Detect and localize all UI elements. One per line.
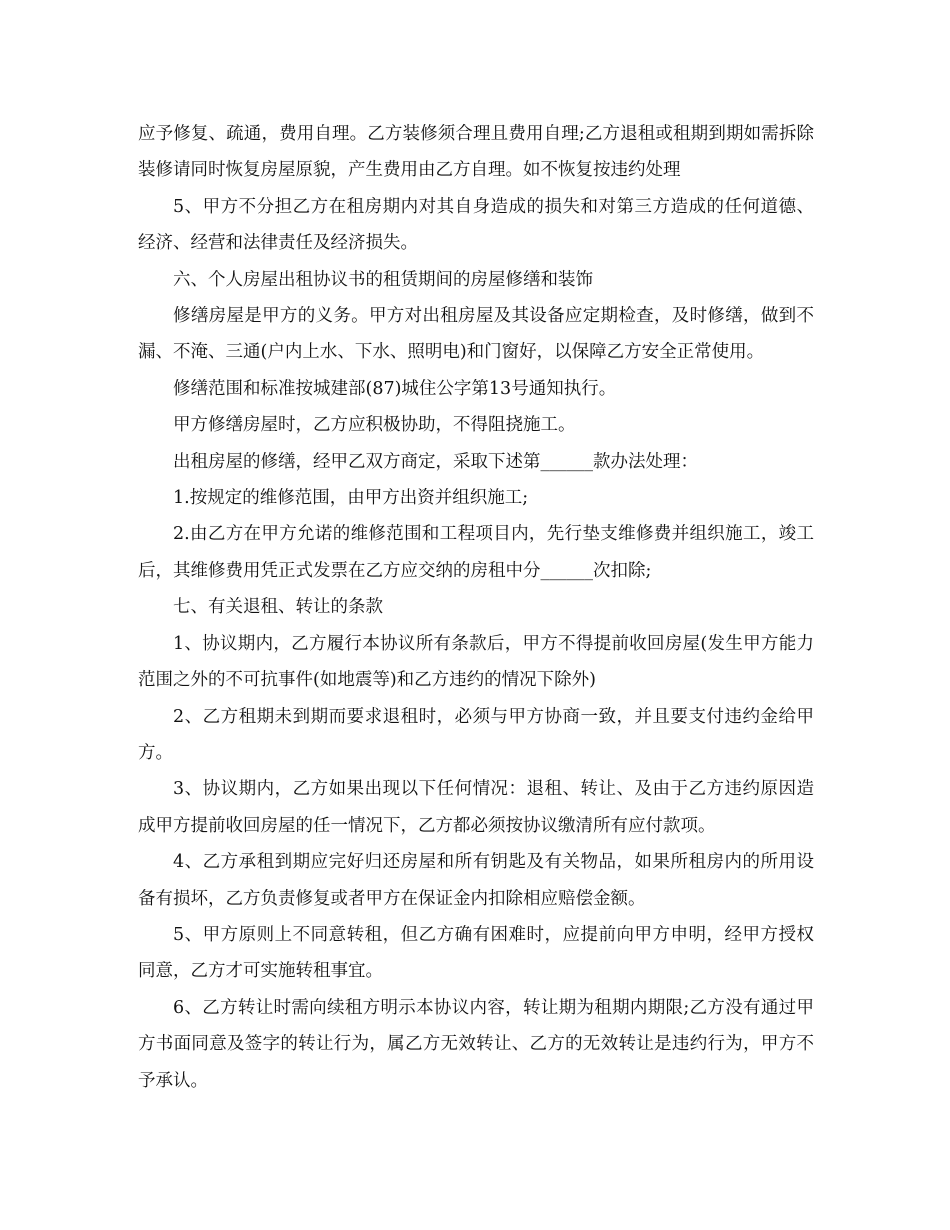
paragraph-method-2: 2.由乙方在甲方允诺的维修范围和工程项目内，先行垫支维修费并组织施工，竣工后，其维修费用凭正式发票在乙方应交纳的房租中分______次扣除; [138,524,814,581]
paragraph-clause-7-6: 6、乙方转让时需向续租方明示本协议内容，转让期为租期内期限;乙方没有通过甲方书面同意及签字的转让行为，属乙方无效转让、乙方的无效转让是违约行为，甲方不予承认。 [138,997,814,1091]
paragraph-repair-scope: 修缮范围和标准按城建部(87)城住公字第13号通知执行。 [173,378,617,399]
section-heading-6: 六、个人房屋出租协议书的租赁期间的房屋修缮和装饰 [173,269,593,290]
section-heading-7: 七、有关退租、转让的条款 [173,597,383,618]
paragraph-clause-7-5: 5、甲方原则上不同意转租，但乙方确有困难时，应提前向甲方申明，经甲方授权同意，乙方才可实施转租事宜。 [138,924,814,982]
paragraph-continuation: 应予修复、疏通，费用自理。乙方装修须合理且费用自理;乙方退租或租期到期如需拆除装修请同时恢复房屋原貌，产生费用由乙方自理。如不恢复按违约处理 [138,124,814,181]
paragraph-clause-7-1: 1、协议期内，乙方履行本协议所有条款后，甲方不得提前收回房屋(发生甲方能力范围之外的不可抗事件(如地震等)和乙方违约的情况下除外) [138,633,814,691]
paragraph-clause-7-2: 2、乙方租期未到期而要求退租时，必须与甲方协商一致，并且要支付违约金给甲方。 [138,706,814,763]
paragraph-repair-method: 出租房屋的修缮，经甲乙双方商定，采取下述第______款办法处理： [173,451,698,472]
paragraph-repair-duty: 修缮房屋是甲方的义务。甲方对出租房屋及其设备应定期检查，及时修缮，做到不漏、不淹、三通(户内上水、下水、照明电)和门窗好，以保障乙方安全正常使用。 [138,306,814,363]
paragraph-method-1: 1.按规定的维修范围，由甲方出资并组织施工; [173,488,529,509]
paragraph-repair-cooperation: 甲方修缮房屋时，乙方应积极协助，不得阻挠施工。 [173,415,576,436]
paragraph-clause-5-liability: 5、甲方不分担乙方在租房期内对其自身造成的损失和对第三方造成的任何道德、经济、经营和法律责任及经济损失。 [138,196,814,254]
document-body [138,116,814,1099]
paragraph-clause-7-3: 3、协议期内，乙方如果出现以下任何情况：退租、转让、及由于乙方违约原因造成甲方提前收回房屋的任一情况下，乙方都必须按协议缴清所有应付款项。 [138,779,814,836]
paragraph-clause-7-4: 4、乙方承租到期应完好归还房屋和所有钥匙及有关物品，如果所租房内的所用设备有损坏，乙方负责修复或者甲方在保证金内扣除相应赔偿金额。 [138,852,814,909]
